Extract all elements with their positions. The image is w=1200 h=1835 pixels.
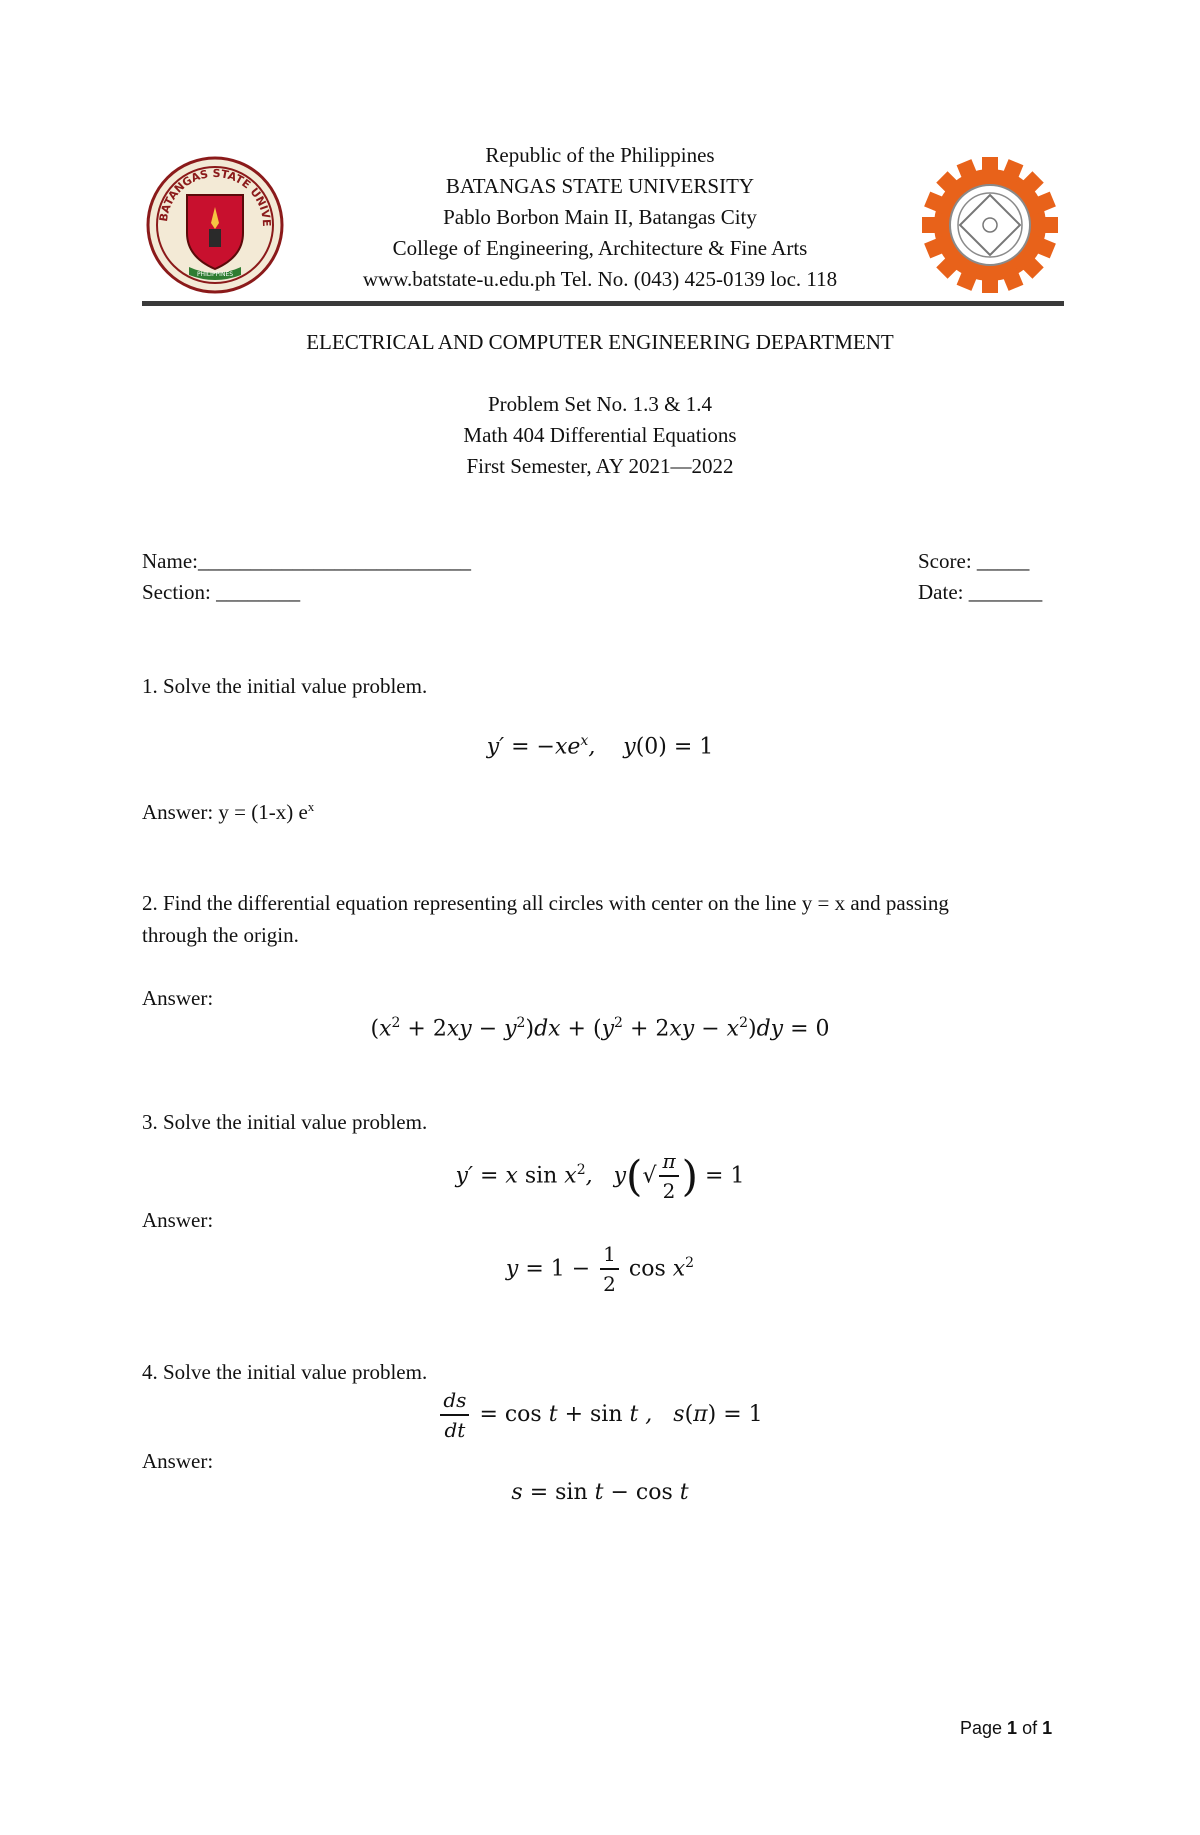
header-republic: Republic of the Philippines [485,143,715,167]
page-number: Page 1 of 1 [960,1718,1053,1738]
problem-4-prompt: 4. Solve the initial value problem. [142,1360,428,1384]
problem-2-equation: $(x^2 + 2xy - y^2)dx + (y^2 + 2xy - x^2)dy = 0$ [370,1015,830,1042]
problem-4-equation: $\frac{ds}{dt}$ = cos t + sin t , s(π) = 1 [0,1385,1200,1445]
date-field: Date: _______ [918,580,1043,604]
header-college: College of Engineering, Architecture & Fine Arts [392,236,808,260]
header-rule [142,301,1064,306]
problem-4-answer-equation: s = sin t − cos t [511,1480,689,1505]
semester-title: First Semester, AY 2021—2022 [466,454,734,478]
engineering-gear-logo [920,155,1060,295]
problem-3-answer-equation: y = 1 − $\frac{1}{2}$ $\cos x^2$ [505,1242,695,1297]
problem-3-prompt: 3. Solve the initial value problem. [142,1110,428,1134]
problem-3-answer-label: Answer: [142,1208,214,1232]
problem-1-answer: Answer: y = (1-x) $e^x$ [142,799,315,824]
department-title: ELECTRICAL AND COMPUTER ENGINEERING DEPARTMENT [306,330,894,354]
svg-text:BATANGAS STATE UNIVERSITY: BATANGAS STATE UNIVE [157,166,274,227]
name-field: Name:__________________________ [142,549,471,573]
header-campus: Pablo Borbon Main II, Batangas City [443,205,757,229]
problem-2-answer-label: Answer: [142,986,214,1010]
problem-set-title: Problem Set No. 1.3 & 1.4 [488,392,712,416]
score-field: Score: _____ [918,549,1030,573]
problem-1-equation: $y' = -xe^x$, y(0) = 1 [486,733,714,760]
course-title: Math 404 Differential Equations [463,423,737,447]
problem-2-prompt-line2: through the origin. [142,923,299,947]
problem-2-prompt-line1: 2. Find the differential equation representing all circles with center on the line y = x and passing [142,891,949,915]
problem-3-equation: y′ = x $\sin x^2$, y(√ $\frac{\pi}{2}$ ) = 1 [455,1149,745,1204]
header-university: BATANGAS STATE UNIVERSITY [445,174,755,198]
section-field: Section: ________ [142,580,301,604]
problem-1-prompt: 1. Solve the initial value problem. [142,674,428,698]
problem-4-answer-label: Answer: [142,1449,214,1473]
header-contact: www.batstate-u.edu.ph Tel. No. (043) 425-0139 loc. 118 [362,267,838,291]
svg-text:PHILIPPINES: PHILIPPINES [196,271,234,278]
